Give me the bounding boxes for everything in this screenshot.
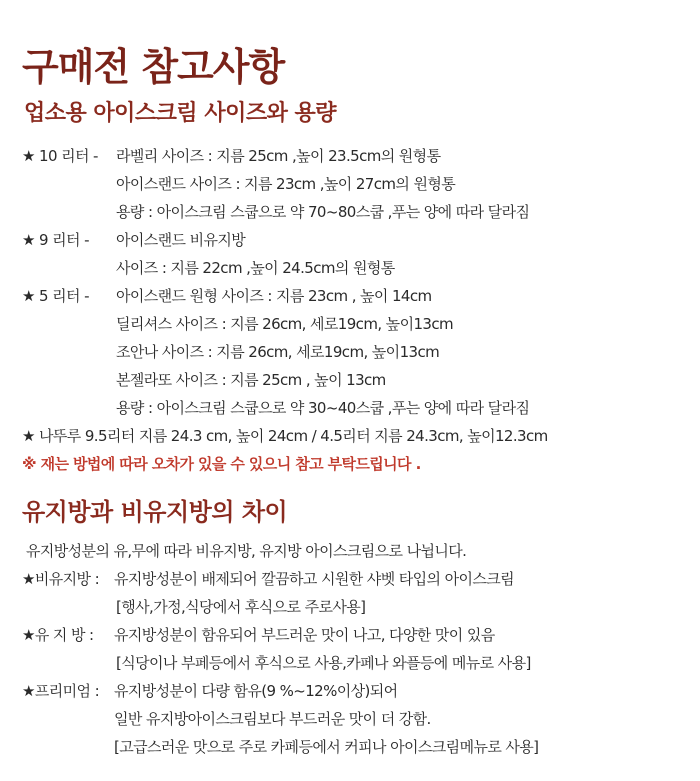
size-item-9l-label: ★ 9 리터 - bbox=[22, 231, 89, 249]
section-heading-sizes: 업소용 아이스크림 사이즈와 용량 bbox=[24, 101, 337, 126]
size-item-5l-line: 본젤라또 사이즈 : 지름 25cm , 높이 13cm bbox=[116, 371, 386, 389]
size-item-5l-line: 조안나 사이즈 : 지름 26cm, 세로19cm, 높이13cm bbox=[116, 343, 440, 361]
fat-intro: 유지방성분의 유,무에 따라 비유지방, 유지방 아이스크림으로 나뉩니다. bbox=[26, 542, 467, 560]
size-item-10l-line: 아이스랜드 사이즈 : 지름 23cm ,높이 27cm의 원형통 bbox=[116, 175, 456, 193]
fat-item-premium-label: ★프리미엄 : bbox=[22, 682, 100, 700]
size-item-5l-line: 아이스랜드 원형 사이즈 : 지름 23cm , 높이 14cm bbox=[116, 287, 432, 305]
fat-item-nonfat-label: ★비유지방 : bbox=[22, 570, 100, 588]
fat-item-fat-label: ★유 지 방 : bbox=[22, 626, 94, 644]
size-item-10l-line: 용량 : 아이스크림 스쿱으로 약 70~80스쿱 ,푸는 양에 따라 달라짐 bbox=[116, 203, 530, 221]
size-item-natuur: ★ 나뚜루 9.5리터 지름 24.3 cm, 높이 24cm / 4.5리터 지름 24.3cm, 높이12.3cm bbox=[22, 427, 548, 445]
size-item-10l-label: ★ 10 리터 - bbox=[22, 147, 98, 165]
size-item-5l-label: ★ 5 리터 - bbox=[22, 287, 89, 305]
measurement-note: ※ 재는 방법에 따라 오차가 있을 수 있으니 참고 부탁드립니다 . bbox=[22, 455, 421, 473]
size-item-5l-line: 딜리셔스 사이즈 : 지름 26cm, 세로19cm, 높이13cm bbox=[116, 315, 454, 333]
fat-item-nonfat-line: [행사,가정,식당에서 후식으로 주로사용] bbox=[116, 598, 366, 616]
fat-item-fat-line: 유지방성분이 함유되어 부드러운 맛이 나고, 다양한 맛이 있음 bbox=[114, 626, 495, 644]
section-heading-fat: 유지방과 비유지방의 차이 bbox=[22, 498, 288, 526]
fat-item-fat-line: [식당이나 부페등에서 후식으로 사용,카페나 와플등에 메뉴로 사용] bbox=[116, 654, 531, 672]
fat-item-premium-line: [고급스러운 맛으로 주로 카페등에서 커피나 아이스크림메뉴로 사용] bbox=[114, 738, 539, 756]
page-title: 구매전 참고사항 bbox=[22, 45, 285, 89]
size-item-10l-line: 라벨리 사이즈 : 지름 25cm ,높이 23.5cm의 원형통 bbox=[116, 147, 441, 165]
fat-item-premium-line: 유지방성분이 다량 함유(9 %~12%이상)되어 bbox=[114, 682, 398, 700]
size-item-9l-line: 아이스랜드 비유지방 bbox=[116, 231, 246, 249]
size-item-5l-line: 용량 : 아이스크림 스쿱으로 약 30~40스쿱 ,푸는 양에 따라 달라짐 bbox=[116, 399, 530, 417]
fat-item-nonfat-line: 유지방성분이 배제되어 깔끔하고 시원한 샤벳 타입의 아이스크림 bbox=[114, 570, 515, 588]
size-item-9l-line: 사이즈 : 지름 22cm ,높이 24.5cm의 원형통 bbox=[116, 259, 395, 277]
fat-item-premium-line: 일반 유지방아이스크림보다 부드러운 맛이 더 강함. bbox=[114, 710, 431, 728]
